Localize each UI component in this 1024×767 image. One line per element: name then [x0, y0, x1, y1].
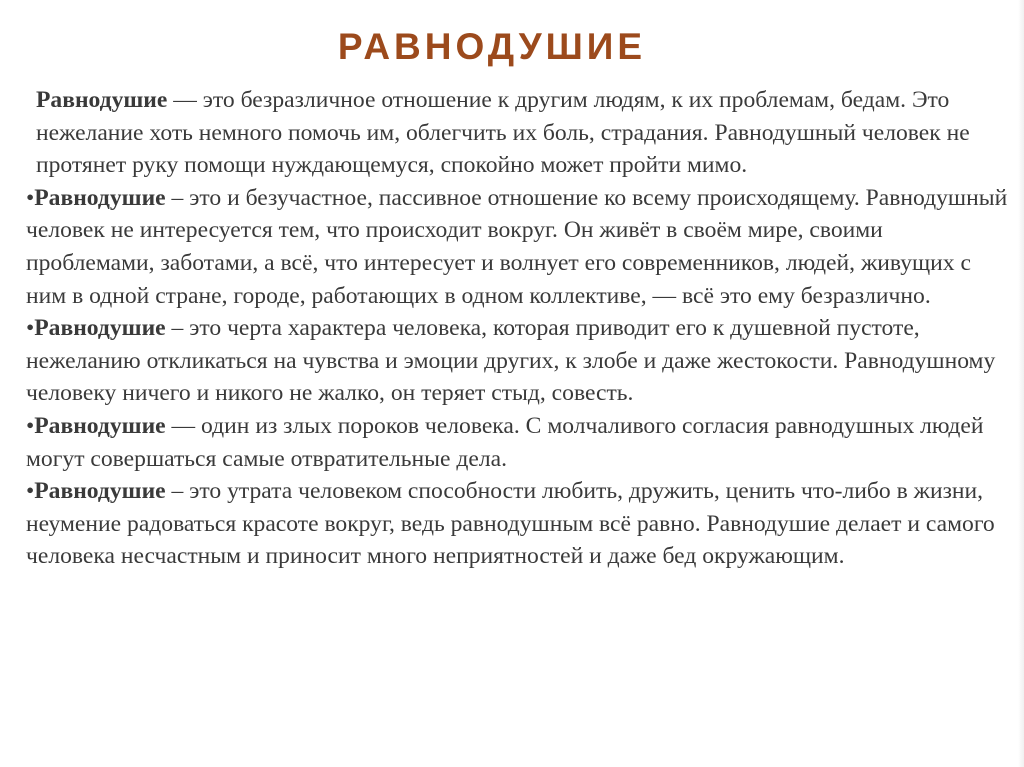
- definition-paragraph-3: [26, 312, 1008, 410]
- paragraph-bullet: •: [26, 478, 35, 505]
- paragraph-text: — один из злых пороков человека. С молчаливого согласия равнодушных людей могут совершаться самые отвратительные дела.: [26, 412, 984, 472]
- definition-paragraph-2: [26, 182, 1008, 312]
- definition-paragraph-1: [26, 84, 1008, 182]
- paragraph-text: – это черта характера человека, которая приводит его к душевной пустоте, нежеланию откликаться на чувства и эмоции других, к злобе и даже жестокости. Равнодушному человеку ничего и никого не жалко, он теряет стыд, совесть.: [26, 315, 996, 407]
- paragraph-text: – это утрата человеком способности любить, дружить, ценить что-либо в жизни, неумение радоваться красоте вокруг, ведь равнодушным всё равно. Равнодушие делает и самого человека несчастным и приносит много неприятностей и даже бед окружающим.: [26, 478, 995, 570]
- definition-paragraph-5: [26, 475, 1008, 573]
- paragraph-text: – это и безучастное, пассивное отношение ко всему происходящему. Равнодушный человек не интересуется тем, что происходит вокруг. Он живёт в своём мире, своими проблемами, заботами, а всё, что интересует и волнует его современников, людей, живущих с ним в одной стране, городе, работающих в одном коллективе, — всё это ему безразлично.: [26, 184, 1008, 309]
- paragraph-term: Равнодушие: [36, 87, 168, 113]
- paragraph-bullet: •: [26, 184, 35, 211]
- slide-body: [26, 84, 1008, 573]
- paragraph-term: Равнодушие: [34, 412, 166, 439]
- definition-paragraph-4: [26, 410, 1008, 475]
- paragraph-bullet: •: [26, 412, 35, 439]
- paragraph-bullet: •: [26, 315, 35, 342]
- paragraph-term: Равнодушие: [34, 478, 166, 505]
- paragraph-text: — это безразличное отношение к другим людям, к их проблемам, бедам. Это нежелание хоть немного помочь им, облегчить их боль, страдания. Равнодушный человек не протянет руку помощи нуждающемуся, спокойно может пройти мимо.: [36, 87, 970, 179]
- paragraph-term: Равнодушие: [34, 184, 166, 211]
- slide-title: РАВНОДУШИЕ: [337, 26, 647, 67]
- paragraph-term: Равнодушие: [34, 315, 166, 342]
- slide-edge-shadow: [1018, 0, 1024, 767]
